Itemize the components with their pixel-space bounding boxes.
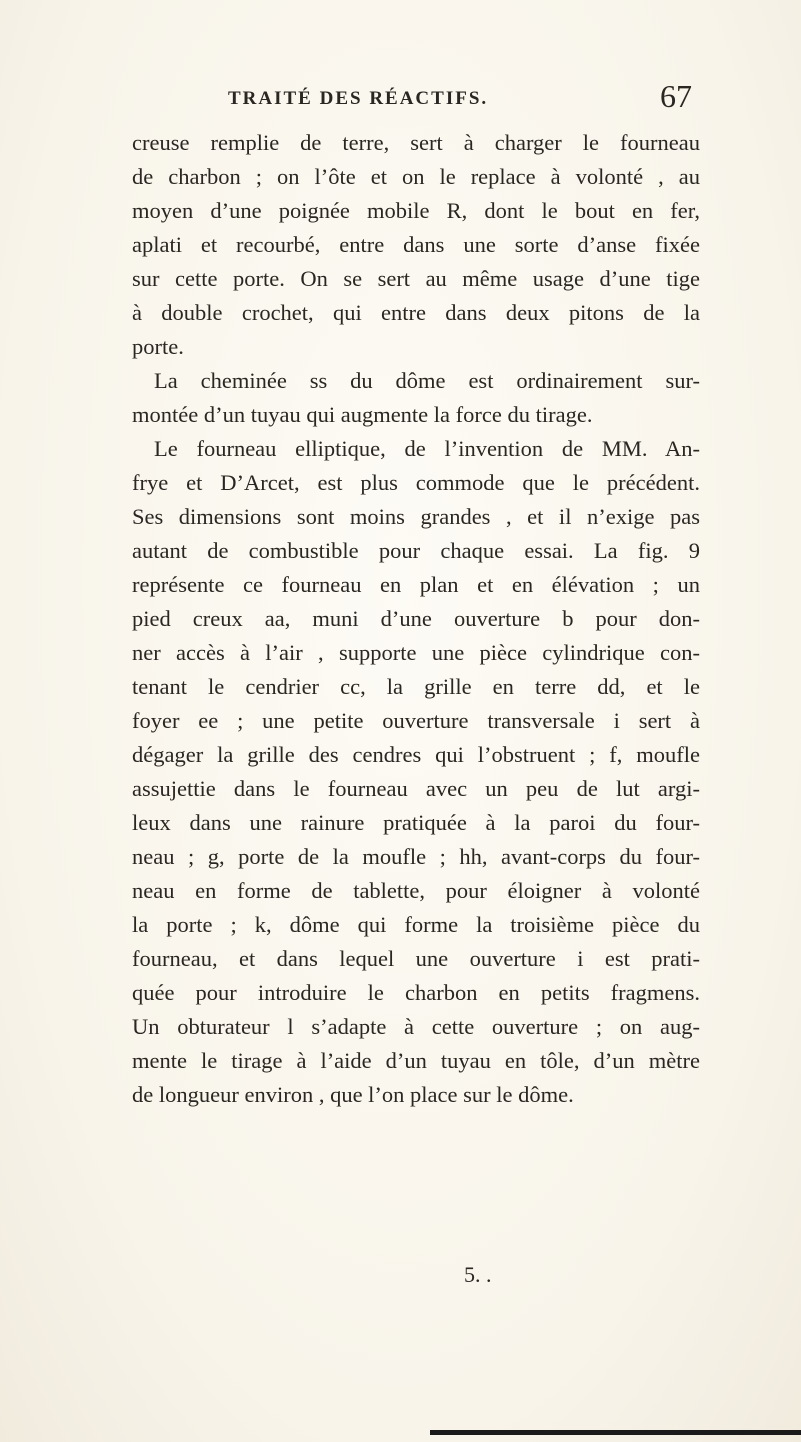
text-line: tenant le cendrier cc, la grille en terre dd, et le [132, 674, 700, 699]
text-line: sur cette porte. On se sert au même usage d’une tige [132, 266, 700, 291]
text-line: Le fourneau elliptique, de l’invention de MM. An- [154, 436, 700, 461]
page-header [132, 78, 692, 118]
text-line: Un obturateur l s’adapte à cette ouverture ; on aug- [132, 1014, 700, 1039]
text-line: moyen d’une poignée mobile R, dont le bout en fer, [132, 198, 700, 223]
text-line: aplati et recourbé, entre dans une sorte d’anse fixée [132, 232, 700, 257]
text-line: quée pour introduire le charbon en petits fragmens. [132, 980, 700, 1005]
text-line: représente ce fourneau en plan et en élévation ; un [132, 572, 700, 597]
text-line: leux dans une rainure pratiquée à la paroi du four- [132, 810, 700, 835]
text-line: pied creux aa, muni d’une ouverture b pour don- [132, 606, 700, 631]
text-line: ner accès à l’air , supporte une pièce cylindrique con- [132, 640, 700, 665]
text-line: autant de combustible pour chaque essai. La fig. 9 [132, 538, 700, 563]
text-line: assujettie dans le fourneau avec un peu de lut argi- [132, 776, 700, 801]
text-line: creuse remplie de terre, sert à charger le fourneau [132, 130, 700, 155]
text-line: neau en forme de tablette, pour éloigner à volonté [132, 878, 700, 903]
catchword: 5. . [464, 1262, 492, 1287]
text-line: neau ; g, porte de la moufle ; hh, avant-corps du four- [132, 844, 700, 869]
page-number: 67 [660, 78, 692, 114]
text-line: montée d’un tuyau qui augmente la force du tirage. [132, 402, 593, 427]
text-line: dégager la grille des cendres qui l’obstruent ; f, moufle [132, 742, 700, 767]
text-line: de longueur environ , que l’on place sur le dôme. [132, 1082, 574, 1107]
text-line: frye et D’Arcet, est plus commode que le précédent. [132, 470, 700, 495]
running-title: TRAITÉ DES RÉACTIFS. [228, 88, 489, 109]
text-line: Ses dimensions sont moins grandes , et il n’exige pas [132, 504, 700, 529]
text-line: la porte ; k, dôme qui forme la troisième pièce du [132, 912, 700, 937]
text-line: porte. [132, 334, 184, 359]
text-line: fourneau, et dans lequel une ouverture i est prati- [132, 946, 700, 971]
body-text [132, 126, 700, 1112]
text-line: La cheminée ss du dôme est ordinairement sur- [154, 368, 700, 393]
text-line: à double crochet, qui entre dans deux pitons de la [132, 300, 700, 325]
text-line: foyer ee ; une petite ouverture transversale i sert à [132, 708, 700, 733]
text-line: mente le tirage à l’aide d’un tuyau en tôle, d’un mètre [132, 1048, 700, 1073]
bottom-edge-shadow [430, 1430, 801, 1435]
text-line: de charbon ; on l’ôte et on le replace à volonté , au [132, 164, 700, 189]
